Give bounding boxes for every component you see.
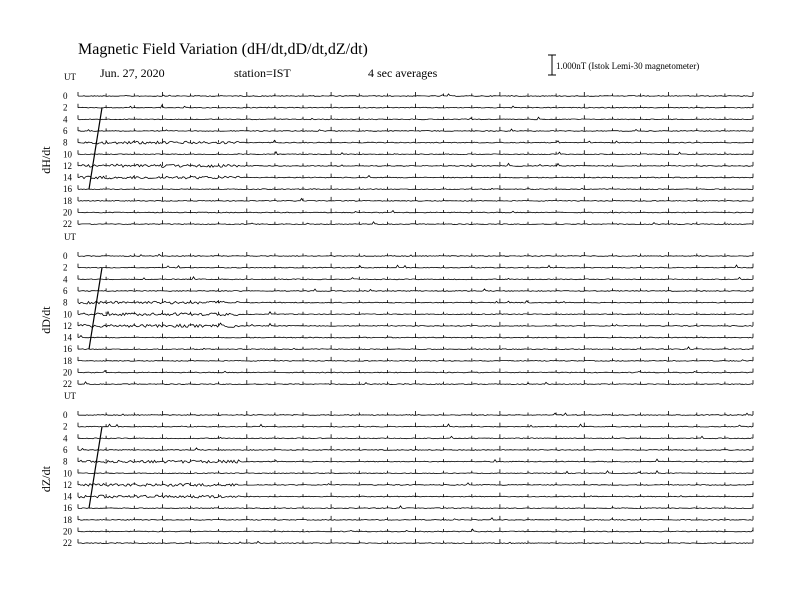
- row-label: 8: [63, 297, 68, 308]
- panel-2: [39, 391, 753, 548]
- station-label: station=IST: [234, 66, 291, 80]
- row-label: 20: [63, 367, 72, 378]
- row-label: 16: [63, 344, 72, 355]
- row-label: 8: [63, 137, 68, 148]
- hour-ticks: [78, 369, 753, 373]
- row-label: 18: [63, 514, 72, 525]
- hour-ticks: [78, 446, 753, 450]
- hour-ticks: [78, 287, 753, 291]
- row-label: 0: [63, 251, 68, 261]
- chart-title: Magnetic Field Variation (dH/dt,dD/dt,dZ/dt): [78, 41, 368, 58]
- hour-ticks: [78, 162, 753, 166]
- scale-bar-label: 1.000nT (Istok Lemi-30 magnetometer): [556, 61, 700, 71]
- row-label: 20: [63, 207, 72, 218]
- row-label: 4: [63, 114, 68, 125]
- row-label: 10: [63, 468, 72, 479]
- row-label: 12: [63, 320, 72, 331]
- hour-ticks: [78, 539, 753, 543]
- row-label: 0: [63, 410, 68, 420]
- row-label: 4: [63, 274, 68, 285]
- ut-label: UT: [64, 391, 76, 401]
- row-label: 12: [63, 160, 72, 171]
- hour-ticks: [78, 528, 753, 532]
- hour-ticks: [78, 434, 753, 438]
- hour-ticks: [78, 127, 753, 131]
- date-label: Jun. 27, 2020: [100, 66, 165, 80]
- hour-ticks: [78, 275, 753, 279]
- hour-ticks: [78, 92, 753, 96]
- ut-label: UT: [64, 72, 76, 82]
- row-label: 22: [63, 538, 72, 549]
- row-label: 14: [63, 491, 72, 502]
- row-label: 14: [63, 332, 72, 343]
- hour-ticks: [78, 197, 753, 201]
- hour-ticks: [78, 209, 753, 213]
- scale-bar: [548, 55, 699, 75]
- hour-ticks: [78, 252, 753, 256]
- row-label: 10: [63, 309, 72, 320]
- hour-ticks: [78, 299, 753, 303]
- row-label: 22: [63, 219, 72, 230]
- row-label: 18: [63, 195, 72, 206]
- panel-1: [39, 232, 753, 389]
- row-label: 16: [63, 184, 72, 195]
- row-label: 12: [63, 479, 72, 490]
- panels-group: [39, 72, 753, 548]
- hour-ticks: [78, 423, 753, 427]
- hour-ticks: [78, 357, 753, 361]
- row-label: 4: [63, 433, 68, 444]
- row-label: 14: [63, 172, 72, 183]
- row-label: 8: [63, 456, 68, 467]
- row-label: 6: [63, 125, 68, 136]
- row-label: 2: [63, 102, 68, 113]
- row-label: 2: [63, 262, 68, 273]
- hour-ticks: [78, 139, 753, 143]
- row-label: 20: [63, 526, 72, 537]
- ut-label: UT: [64, 232, 76, 242]
- hour-ticks: [78, 150, 753, 154]
- row-label: 18: [63, 355, 72, 366]
- row-label: 22: [63, 379, 72, 390]
- hour-ticks: [78, 104, 753, 108]
- panel-label: dH/dt: [39, 146, 53, 174]
- averaging-label: 4 sec averages: [368, 66, 438, 80]
- row-label: 6: [63, 285, 68, 296]
- row-label: 16: [63, 503, 72, 514]
- row-label: 6: [63, 444, 68, 455]
- row-label: 2: [63, 421, 68, 432]
- row-label: 10: [63, 149, 72, 160]
- panel-label: dD/dt: [39, 306, 53, 334]
- hour-ticks: [78, 411, 753, 415]
- local-time-marker: [89, 268, 102, 350]
- panel-0: [39, 72, 753, 229]
- hour-ticks: [78, 185, 753, 189]
- row-label: 0: [63, 91, 68, 101]
- panel-label: dZ/dt: [39, 466, 53, 493]
